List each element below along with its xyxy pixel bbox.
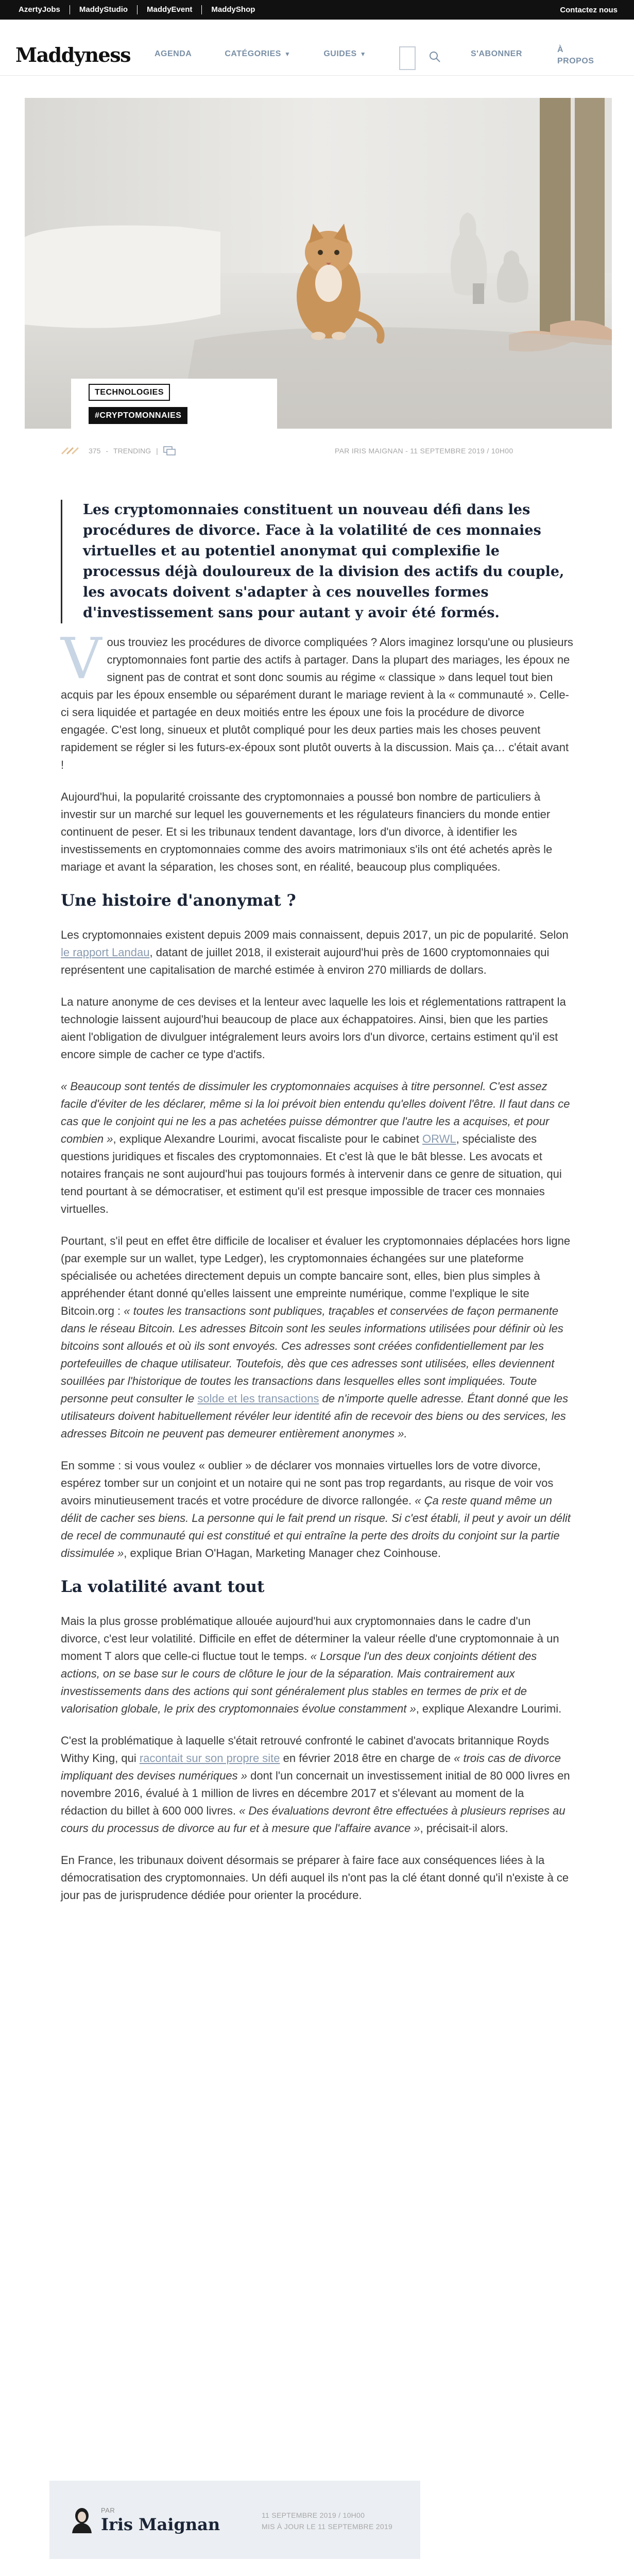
royds-site-link[interactable]: racontait sur son propre site (139, 1752, 280, 1765)
quote: « Ça reste quand même un délit de cacher ses biens. La personne qui le fait prend un risque. Si c'est établi, il peut y avoir un délit de recel de communauté qui est constitué et qui entraîne la perte des droits du conjoint sur la partie dissimulée » (61, 1494, 571, 1560)
publish-date: 11 SEPTEMBRE 2019 / 10H00 (262, 2511, 365, 2519)
paragraph-text: C'est la problématique à laquelle s'était retrouvé confronté le cabinet d'avocats britannique Royds Withy King, qui (61, 1734, 550, 1765)
quote: « Des évaluations devront être effectuées à plusieurs reprises au cours du processus de divorce au fur et à mesure que l'affaire avance » (61, 1804, 566, 1835)
separator: | (156, 447, 158, 455)
paragraph (61, 1613, 573, 1718)
paragraph: La nature anonyme de ces devises et la lenteur avec laquelle les lois et réglementations rattrapent la technologie laissent aujourd'hui beaucoup de place aux échappatoires. Ainsi, bien que les parties aient l'obligation de divulguer intégralement leurs avoirs lors d'un divorce, certains estiment qu'il est encore simple de cacher ce type d'actifs. (61, 995, 566, 1061)
nav-categories[interactable] (225, 49, 290, 59)
trending-label: TRENDING (113, 447, 151, 455)
reactions[interactable] (61, 447, 81, 455)
link-maddyevent[interactable]: MaddyEvent (138, 5, 202, 14)
category-tag[interactable]: TECHNOLOGIES (89, 384, 170, 401)
paragraph-text: ous trouviez les procédures de divorce compliquées ? Alors imaginez lorsqu'une ou plusieurs cryptomonnaies font partie des actifs à partager. Dans la plupart des mariages, les époux ne signent pas de contrat et sont donc soumis au régime « classique » dans lequel tout bien acquis par les époux ensemble ou séparément durant le mariage revient à la « communauté ». Celle-ci sera liquidée et partagée en deux moitiés entre les époux une fois la procédure de divorce engagée. C'est long, sinueux et plutôt compliqué pour les deux parties mais les choses peuvent rapidement se régler si les futurs-ex-époux sont plutôt ouverts à la discussion. Mais ça… c'était avant ! (61, 636, 573, 771)
paragraph (61, 1078, 573, 1218)
link-azertyjobs[interactable]: AzertyJobs (19, 5, 70, 14)
section-heading: La volatilité avant tout (61, 1578, 265, 1596)
article-meta (61, 444, 576, 457)
views-count: 375 (89, 447, 101, 455)
nav-guides-label: GUIDES (323, 49, 357, 58)
network-links (19, 5, 264, 14)
about-label-line2: PROPOS (557, 57, 594, 65)
chevron-down-icon: ▼ (359, 50, 367, 58)
main-nav (155, 49, 399, 59)
paragraph-text: Pourtant, s'il peut en effet être difficile de localiser et évaluer les cryptomonnaies déplacées hors ligne (par exemple sur un wallet, type Ledger), les cryptomonnaies échangées sur une plateforme spécialisée ou achetées directement depuis un compte bancaire sont, elles, bien plus simples à appréhender étant donné qu'elles laissent une empreinte numérique, comme l'explique le site Bitcoin.org : (61, 1234, 571, 1317)
site-logo[interactable]: Maddyness (15, 43, 130, 66)
comment-icon[interactable] (163, 446, 176, 455)
paragraph-text: , précisait-il alors. (420, 1822, 508, 1835)
paragraph: Aujourd'hui, la popularité croissante des cryptomonnaies a poussé bon nombre de particuliers à investir sur un marché sur lequel les gouvernements et les régulateurs financiers du monde entier continuent de peser. Et si les tribunaux tendent davantage, lors d'un divorce, à identifier les investissements en cryptomonnaies comme des avoirs matrimoniaux s'ils ont été achetés après le mariage et avant la séparation, les choses sont, en réalité, beaucoup plus compliquées. (61, 790, 553, 873)
landau-report-link[interactable]: le rapport Landau (61, 946, 150, 959)
chevron-down-icon: ▼ (284, 50, 291, 58)
about-label-line1: À (557, 45, 564, 54)
paragraph (61, 926, 573, 979)
paragraph-text: dont l'un concernait un investissement initial de 80 000 livres en novembre 2016, évalué à 1 million de livres en décembre 2017 et s'élevant au moment de la rédaction du billet à 600 000 livres. (61, 1769, 570, 1817)
paragraph-text: Les cryptomonnaies existent depuis 2009 mais connaissent, depuis 2017, un pic de popularité. Selon (61, 928, 569, 941)
separator: - (106, 447, 109, 455)
hero-card (71, 379, 277, 429)
quote: « Lorsque l'un des deux conjoints détient des actions, on se base sur le cours de clôture le jour de la séparation. Mais contrairement aux investissements dans des actions qui sont généralement plus stables en termes de prix et de valorisation globale, le prix des cryptomonnaies évolue constamment » (61, 1650, 537, 1715)
paragraph-text: , datant de juillet 2018, il existerait aujourd'hui près de 1600 cryptomonnaies qui représentent une capitalisation de marché estimée à environ 270 milliards de dollars. (61, 946, 550, 976)
author-avatar[interactable] (70, 2506, 94, 2533)
paragraph-text: , explique Alexandre Lourimi. (416, 1702, 562, 1715)
quote: « Beaucoup sont tentés de dissimuler les cryptomonnaies acquises à titre personnel. C'est assez facile d'éviter de les déclarer, même si la loi prévoit bien entendu qu'elles doivent l'être. Il faut dans ce cas que le conjoint qui ne les a pas achetées puisse démontrer que l'autre les a acquises, et pour combien » (61, 1080, 570, 1145)
paragraph-text: , explique Alexandre Lourimi, avocat fiscaliste pour le cabinet (113, 1132, 422, 1145)
nav-agenda-label: AGENDA (155, 49, 192, 58)
nav-categories-label: CATÉGORIES (225, 49, 281, 58)
quote: « trois cas de divorce impliquant des devises numériques » (61, 1752, 561, 1782)
quote: de n'importe quelle adresse. Étant donné que les utilisateurs doivent habituellement révéler leur identité afin de recevoir des biens ou des services, les adresses Bitcoin ne peuvent pas demeurer entièrement anonymes ». (61, 1392, 569, 1440)
about-link[interactable] (557, 44, 594, 67)
subscribe-link[interactable]: S'ABONNER (471, 49, 522, 58)
publish-dates (262, 2510, 392, 2532)
section-heading: Une histoire d'anonymat ? (61, 891, 296, 910)
article-body (61, 625, 573, 1919)
search-icon[interactable] (427, 49, 443, 65)
paragraph-text: Mais la plus grosse problématique allouée aujourd'hui aux cryptomonnaies dans le cadre d'un divorce, c'est leur volatilité. Difficile en effet de déterminer la valeur réelle d'une cryptomonnaie à un moment T alors que celle-ci fluctue tout le temps. (61, 1615, 559, 1663)
paragraph (61, 1457, 573, 1562)
drop-cap: V (61, 625, 102, 691)
hashtag-tag[interactable]: #CRYPTOMONNAIES (89, 407, 187, 424)
top-bar (0, 0, 634, 20)
nav-guides[interactable] (323, 49, 366, 59)
link-maddyshop[interactable]: MaddyShop (211, 5, 255, 14)
paragraph: En France, les tribunaux doivent désormais se préparer à faire face aux conséquences liées à la démocratisation des cryptomonnaies. Un défi auquel ils n'ont pas la clé étant donné qu'il n'existe à ce jour pas de jurisprudence dédiée pour orienter la procédure. (61, 1854, 569, 1902)
update-date: MIS À JOUR LE 11 SEPTEMBRE 2019 (262, 2522, 393, 2531)
byline: PAR IRIS MAIGNAN - 11 SEPTEMBRE 2019 / 10H00 (335, 447, 513, 455)
author-prefix: PAR (101, 2506, 115, 2514)
site-header (0, 20, 634, 76)
paragraph (61, 625, 573, 774)
paragraph-text: , explique Brian O'Hagan, Marketing Manager chez Coinhouse. (124, 1547, 441, 1560)
transactions-link[interactable]: solde et les transactions (197, 1392, 319, 1405)
paragraph-text: , spécialiste des questions juridiques et fiscales des cryptomonnaies. Et c'est là que le bât blesse. Les avocats et notaires français ne sont aujourd'hui pas toujours formés à intervenir dans ce genre de situation, qui tend pourtant à se démocratiser, et estiment qu'il est presque impossible de tracer ces monnaies virtuelles. (61, 1132, 562, 1215)
paragraph (61, 1732, 573, 1837)
paragraph-text: en février 2018 être en charge de (280, 1752, 454, 1765)
paragraph (61, 1232, 573, 1443)
hero-image (25, 98, 612, 429)
search-input[interactable] (399, 46, 416, 70)
applause-icon (61, 447, 81, 455)
quote: « toutes les transactions sont publiques, traçables et conservées de façon permanente dans le réseau Bitcoin. Les adresses Bitcoin sont les seules informations utilisées pour définir où les bitcoins sont alloués et où ils sont envoyés. Ces adresses sont créées confidentiellement par les portefeuilles de chaque utilisateur. Toutefois, dès que ces adresses sont utilisées, elles deviennent souillées par l'historique de toutes les transactions dans lesquelles elles sont impliquées. Toute personne peut consulter le (61, 1304, 563, 1405)
contact-link[interactable]: Contactez nous (560, 5, 618, 14)
nav-agenda[interactable] (155, 49, 192, 59)
article-lead: Les cryptomonnaies constituent un nouveau défi dans les procédures de divorce. Face à la volatilité de ces monnaies virtuelles et au potentiel anonymat qui complexifie le processus déjà douloureux de la division des actifs du couple, les avocats doivent s'adapter à ces nouvelles formes d'investissement sans pour autant y avoir été formés. (61, 500, 573, 623)
paragraph-text: En somme : si vous voulez « oublier » de déclarer vos monnaies virtuelles lors de votre divorce, espérez tomber sur un conjoint et un notaire qui ne sont pas trop regardants, au risque de voir vos avoirs minutieusement tracés et votre procédure de divorce rallongée. (61, 1459, 554, 1507)
link-maddystudio[interactable]: MaddyStudio (70, 5, 138, 14)
orwl-link[interactable]: ORWL (422, 1132, 456, 1145)
author-name[interactable]: Iris Maignan (101, 2515, 220, 2534)
author-box (49, 2481, 420, 2559)
